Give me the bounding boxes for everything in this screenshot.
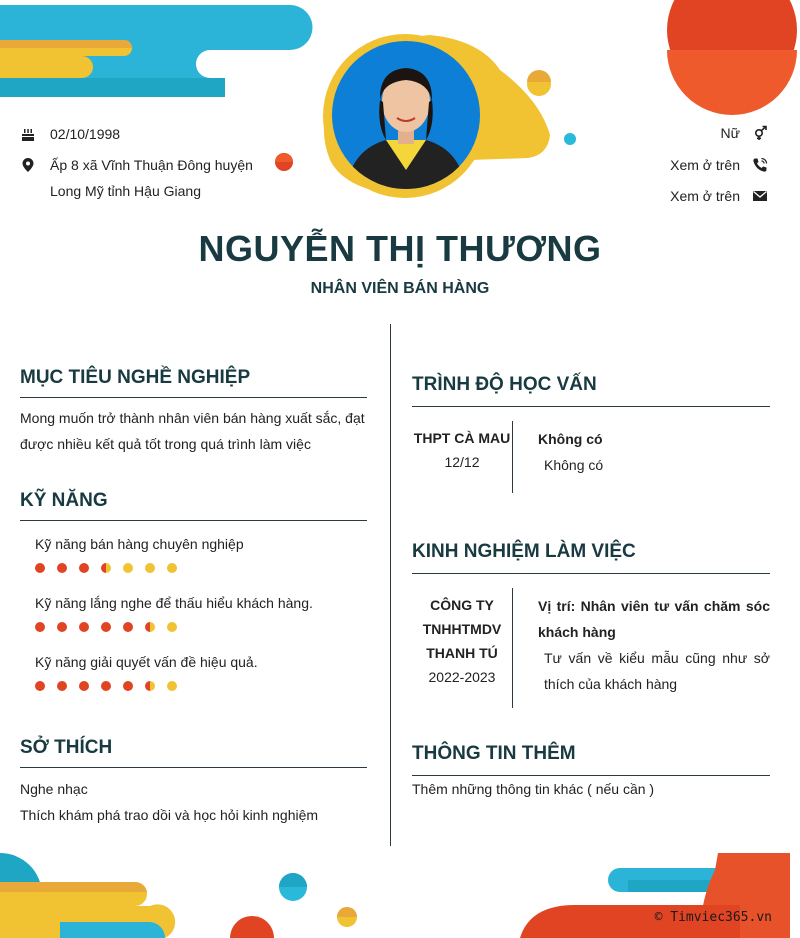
email-text: Xem ở trên — [670, 188, 740, 204]
education-date: 12/12 — [444, 454, 480, 470]
phone-text: Xem ở trên — [670, 157, 740, 173]
column-divider — [390, 324, 391, 846]
more-info-text: Thêm những thông tin khác ( nếu cần ) — [412, 781, 655, 797]
skill-rating-dot — [167, 681, 177, 691]
gender-text: Nữ — [720, 125, 740, 141]
experience-period: 2022-2023 — [428, 669, 496, 685]
avatar — [331, 40, 481, 190]
experience-divider — [412, 573, 770, 574]
experience-left — [412, 593, 512, 689]
education-timeline-bar — [512, 421, 513, 493]
education-title: TRÌNH ĐỘ HỌC VẤN — [412, 374, 597, 395]
career-goal-divider — [20, 397, 367, 398]
experience-timeline-bar — [512, 588, 513, 708]
candidate-name: NGUYỄN THỊ THƯƠNG — [198, 228, 602, 269]
hobby-item: Thích khám phá trao dồi và học hỏi kinh nghiệm — [20, 807, 319, 823]
experience-title: KINH NGHIỆM LÀM VIỆC — [412, 541, 636, 562]
school-name: THPT CÀ MAU — [413, 430, 511, 446]
company-name-line: TNHHTMDV — [422, 621, 502, 637]
skill-rating-dot — [35, 622, 45, 632]
education-divider — [412, 406, 770, 407]
address-line-2: Long Mỹ tỉnh Hậu Giang — [50, 183, 201, 199]
career-goal-text: Mong muốn trở thành nhân viên bán hàng xuất sắc, đạt được nhiều kết quả tốt trong quá trình làm việc — [20, 410, 365, 452]
skill-rating-dot — [35, 681, 45, 691]
career-goal-title: MỤC TIÊU NGHỀ NGHIỆP — [20, 367, 251, 388]
skill-rating-dot — [57, 681, 67, 691]
skill-label: Kỹ năng giải quyết vấn đề hiệu quả. — [35, 654, 258, 670]
gender-row — [721, 120, 768, 146]
experience-right — [538, 593, 770, 697]
skill-rating-dot — [79, 681, 89, 691]
company-name-line: THANH TÚ — [426, 645, 498, 661]
skill-rating-dot — [101, 622, 111, 632]
company-name-line: CÔNG TY — [430, 597, 494, 613]
skill-rating-dot — [167, 622, 177, 632]
envelope-icon — [752, 188, 768, 204]
education-right — [538, 426, 770, 478]
skill-rating-dot — [101, 681, 111, 691]
skills-title: KỸ NĂNG — [20, 490, 108, 511]
skill-rating — [35, 622, 189, 632]
skill-rating-dot — [123, 681, 133, 691]
hobbies-divider — [20, 767, 367, 768]
job-title: NHÂN VIÊN BÁN HÀNG — [310, 280, 490, 297]
skill-rating-dot — [101, 563, 111, 573]
phone-row — [670, 152, 768, 178]
skill-rating-dot — [145, 563, 155, 573]
birthday-text: 02/10/1998 — [50, 126, 121, 142]
skill-rating-dot — [123, 622, 133, 632]
education-detail: Không có — [544, 457, 604, 473]
skill-rating-dot — [145, 681, 155, 691]
skill-rating-dot — [35, 563, 45, 573]
skill-rating-dot — [145, 622, 155, 632]
skills-divider — [20, 520, 367, 521]
more-info-title: THÔNG TIN THÊM — [412, 743, 576, 764]
experience-description: Tư vấn về kiểu mẫu cũng như sở thích của khách hàng — [544, 650, 770, 692]
skill-rating — [35, 681, 189, 691]
skill-rating-dot — [79, 622, 89, 632]
education-major: Không có — [538, 431, 603, 447]
phone-icon — [752, 157, 768, 173]
skill-rating-dot — [57, 622, 67, 632]
birthday-row — [20, 121, 120, 147]
education-left — [412, 426, 512, 474]
location-pin-icon — [20, 157, 36, 173]
experience-role: Vị trí: Nhân viên tư vấn chăm sóc khách hàng — [538, 598, 770, 640]
skill-rating-dot — [79, 563, 89, 573]
address-row — [20, 152, 253, 204]
copyright-text: © Timviec365.vn — [654, 910, 772, 925]
skill-rating-dot — [57, 563, 67, 573]
birthday-cake-icon — [20, 126, 36, 142]
hobby-item: Nghe nhạc — [20, 781, 88, 797]
skill-label: Kỹ năng lắng nghe để thấu hiểu khách hàng. — [35, 595, 313, 611]
skill-label: Kỹ năng bán hàng chuyên nghiệp — [35, 536, 244, 552]
hobbies-title: SỞ THÍCH — [20, 737, 113, 758]
skill-rating-dot — [123, 563, 133, 573]
skill-rating — [35, 563, 189, 573]
gender-icon — [752, 125, 768, 141]
address-line-1: Ấp 8 xã Vĩnh Thuận Đông huyện — [50, 157, 253, 173]
email-row — [670, 183, 768, 209]
skill-rating-dot — [167, 563, 177, 573]
